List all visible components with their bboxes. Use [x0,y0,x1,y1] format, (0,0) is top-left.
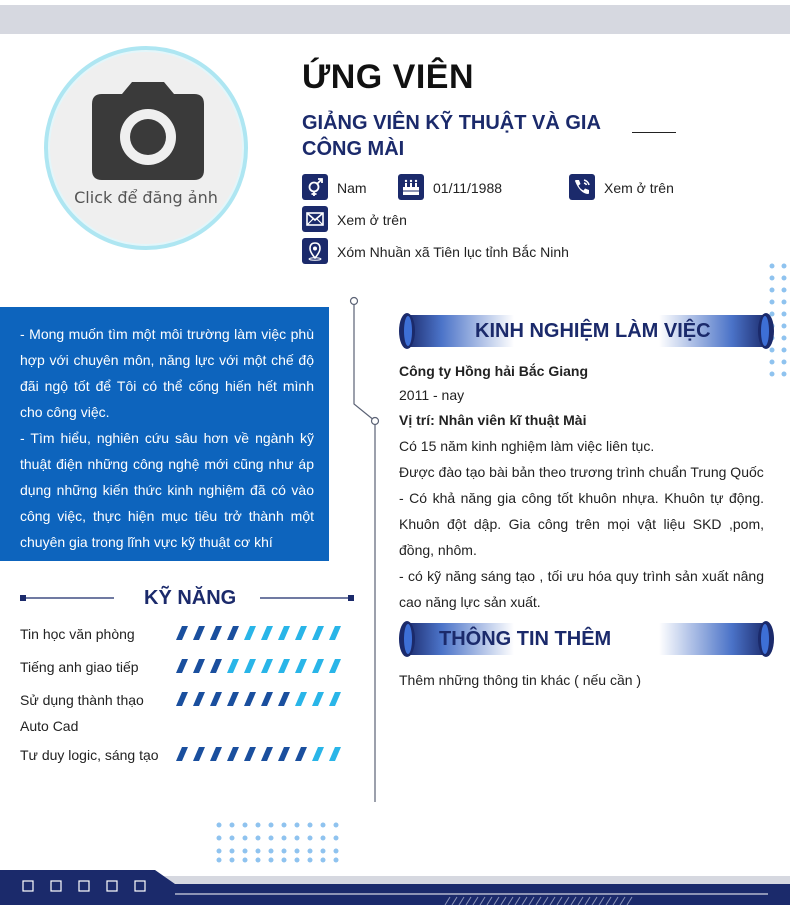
extra-info-text: Thêm những thông tin khác ( nếu cần ) [399,672,642,688]
position: Vị trí: Nhân viên kĩ thuật Mài [399,412,587,428]
email-icon [302,206,328,232]
skill-level-segment [227,692,239,706]
footer-band [0,870,790,905]
birthday-value: 01/11/1988 [433,180,503,196]
skill-level-segment [329,659,341,673]
skill-level-bar [176,659,346,675]
skill-level-segment [193,747,205,761]
skill-level-segment [295,692,307,706]
top-banner [0,5,790,34]
decorative-dots [214,820,340,864]
skill-level-segment [244,692,256,706]
avatar-upload[interactable] [44,46,248,250]
skill-level-segment [295,747,307,761]
skill-level-segment [227,747,239,761]
gender-value: Nam [337,180,367,196]
experience-line: - có kỹ năng sáng tạo , tối ưu hóa quy trình sản xuất nâng cao năng lực sản xuất. [399,568,764,610]
skill-level-segment [329,692,341,706]
work-period: 2011 - nay [399,387,465,403]
birthday-cake-icon [398,174,424,200]
skill-name: Tiếng anh giao tiếp [20,659,139,675]
gender-icon [302,174,328,200]
skill-level-segment [176,626,188,640]
avatar-label: Click để đăng ảnh [74,188,218,207]
skill-level-segment [329,626,341,640]
skill-level-segment [312,659,324,673]
skills-title: KỸ NĂNG [144,587,237,609]
skill-level-segment [176,659,188,673]
skill-level-segment [244,747,256,761]
skill-level-segment [261,659,273,673]
experience-line: Được đào tạo bài bản theo trương trình chuẩn Trung Quốc [399,464,764,480]
skill-level-segment [261,626,273,640]
location-pin-icon [302,238,328,264]
skill-level-segment [261,747,273,761]
extra-info-title: THÔNG TIN THÊM [439,628,612,650]
skill-level-segment [278,747,290,761]
objective-paragraph: - Mong muốn tìm một môi trường làm việc phù hợp với chuyên môn, năng lực với một chế độ đãi ngộ tốt để Tôi có thể cống hiến hết mình cho công việc. [20,326,314,420]
company-name: Công ty Hồng hải Bắc Giang [399,363,589,379]
skill-level-bar [176,626,346,642]
title-divider [632,132,676,133]
skill-level-segment [227,626,239,640]
candidate-name: ỨNG VIÊN [302,58,475,96]
skill-level-segment [176,747,188,761]
skill-name: Tư duy logic, sáng tạo [20,747,159,763]
objective-paragraph: - Tìm hiểu, nghiên cứu sâu hơn về ngành kỹ thuật điện những công nghệ mới cũng như áp dụng những kiến thức kinh nghiệm đã có vào công việc, thực hiện mục tiêu trở thành một chuyên gia trong lĩnh vực kỹ thuật cơ khí [20,430,314,550]
skill-level-segment [312,747,324,761]
skill-level-segment [278,692,290,706]
skill-level-segment [210,692,222,706]
email-value: Xem ở trên [337,212,407,228]
career-objective [0,307,329,561]
skill-level-segment [227,659,239,673]
skill-level-segment [176,692,188,706]
job-title: GIẢNG VIÊN KỸ THUẬT VÀ GIA CÔNG MÀI [302,112,601,160]
skill-level-segment [244,659,256,673]
skill-level-segment [210,626,222,640]
skill-name: Sử dụng thành thạo Auto Cad [20,692,144,734]
skill-level-segment [312,692,324,706]
skill-level-segment [295,659,307,673]
skill-level-bar [176,747,346,763]
skill-level-segment [210,659,222,673]
skill-level-segment [295,626,307,640]
skill-level-segment [244,626,256,640]
skill-level-segment [210,747,222,761]
skill-name: Tin học văn phòng [20,626,135,642]
skill-level-segment [193,692,205,706]
skill-level-bar [176,692,346,708]
skill-level-segment [261,692,273,706]
experience-line: - Có khả năng gia công tốt khuôn nhựa. Khuôn tự động. Khuôn đột dập. Gia công trên mọi vật liệu SKD ,pom, đồng, nhôm. [399,490,764,558]
phone-icon [569,174,595,200]
timeline-line [345,294,385,804]
skill-level-segment [193,626,205,640]
camera-icon [92,82,204,180]
skill-level-segment [278,659,290,673]
experience-title: KINH NGHIỆM LÀM VIỆC [475,320,711,342]
experience-line: Có 15 năm kinh nghiệm làm việc liên tục. [399,438,655,454]
phone-value: Xem ở trên [604,180,674,196]
skill-level-segment [312,626,324,640]
address-value: Xóm Nhuần xã Tiên lục tỉnh Bắc Ninh [337,244,569,260]
skill-level-segment [329,747,341,761]
skill-level-segment [278,626,290,640]
skill-level-segment [193,659,205,673]
